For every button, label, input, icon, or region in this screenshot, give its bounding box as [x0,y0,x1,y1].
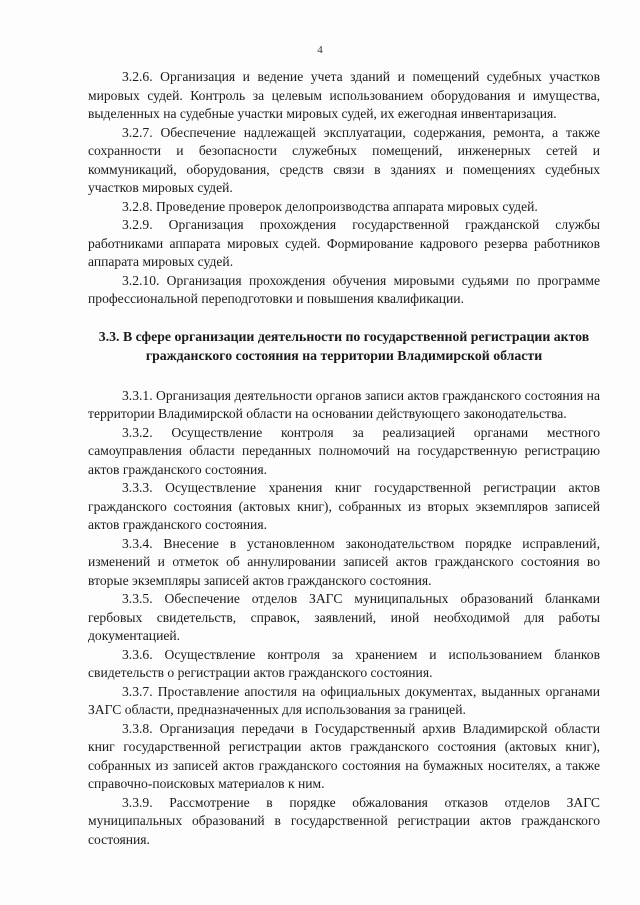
paragraph-3-3-1: 3.3.1. Организация деятельности органов записи актов гражданского состояния на территории Владимирской области на основании действующего законодательства. [88,387,600,421]
paragraph-3-3-8: 3.3.8. Организация передачи в Государственный архив Владимирской области книг государственной регистрации актов гражданского состояния (актовых книг), собранных из записей актов гражданского состояния на бумажных носителях, а также справочно-поисковых материалов к ним. [88,720,600,791]
page-number: 4 [317,44,323,56]
paragraph-3-2-9: 3.2.9. Организация прохождения государственной гражданской службы работниками аппарата мировых судей. Формирование кадрового резерва работников аппарата мировых судей. [88,217,600,269]
section-heading-3-3: 3.3. В сфере организации деятельности по государственной регистрации актов гражданского состояния на территории Владимирской области [98,328,590,363]
paragraph-3-2-10: 3.2.10. Организация прохождения обучения мировыми судьями по программе профессиональной переподготовки и повышения квалификации. [88,272,600,306]
paragraph-3-3-5: 3.3.5. Обеспечение отделов ЗАГС муниципальных образований бланками гербовых свидетельств, справок, заявлений, иной необходимой для работы документацией. [88,591,600,643]
paragraph-3-3-4: 3.3.4. Внесение в установленном законодательством порядке исправлений, изменений и отметок об аннулировании записей актов гражданского состояния во вторые экземпляры записей актов гражданского состояния. [88,535,600,588]
paragraph-3-2-8: 3.2.8. Проведение проверок делопроизводства аппарата мировых судей. [122,198,538,214]
paragraph-3-3-6: 3.3.6. Осуществление контроля за хранением и использованием бланков свидетельств о регистрации актов гражданского состояния. [88,646,600,680]
paragraph-3-2-7: 3.2.7. Обеспечение надлежащей эксплуатации, содержания, ремонта, а также сохранности и безопасности служебных помещений, инженерных сетей и коммуникаций, оборудования, средств связи в зданиях и помещениях судебных участков мировых судей. [88,124,600,195]
paragraph-3-3-7: 3.3.7. Проставление апостиля на официальных документах, выданных органами ЗАГС области, предназначенных для использования за границей. [88,683,600,717]
paragraph-3-2-6: 3.2.6. Организация и ведение учета зданий и помещений судебных участков мировых судей. Контроль за целевым использованием оборудования и имущества, выделенных на судебные участки мировых судей, их ежегодная инвентаризация. [88,69,600,121]
paragraph-3-3-2: 3.3.2. Осуществление контроля за реализацией органами местного самоуправления области переданных полномочий на государственную регистрацию актов гражданского состояния. [88,424,600,477]
document-body [88,68,600,849]
paragraph-3-3-9: 3.3.9. Рассмотрение в порядке обжалования отказов отделов ЗАГС муниципальных образований в государственной регистрации актов гражданского состояния. [88,794,600,847]
paragraph-3-3-3: 3.3.3. Осуществление хранения книг государственной регистрации актов гражданского состояния (актовых книг), собранных из вторых экземпляров записей актов гражданского состояния. [88,480,600,532]
